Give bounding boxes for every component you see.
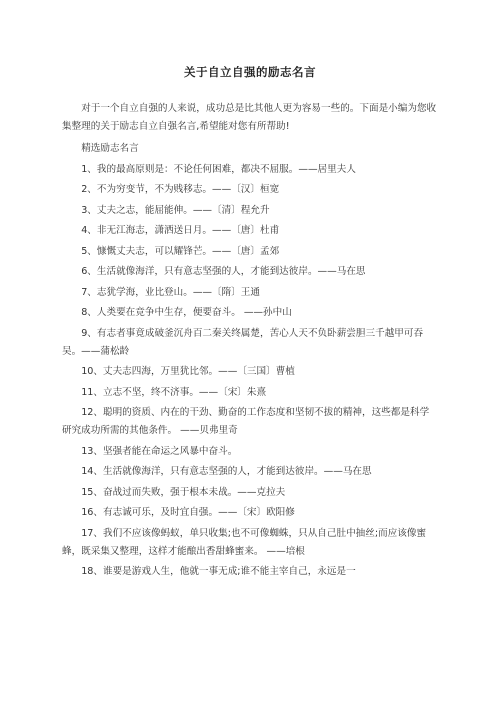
section-title: 精选励志名言	[81, 143, 139, 154]
quote-item: 17、我们不应该像蚂蚁，单只收集;也不可像蜘蛛，只从自己肚中抽丝;而应该像蜜蜂，既采集又整理，这样才能酿出香甜蜂蜜来。 ——培根	[62, 527, 427, 557]
quote-item: 7、志犹学海，业比登山。——〔隋〕王通	[81, 286, 260, 298]
quote-item: 10、丈夫志四海，万里犹比邻。——〔三国〕曹植	[81, 366, 295, 377]
page-title: 关于自立自强的励志名言	[184, 65, 316, 79]
quote-item: 15、奋战过而失败，强于根本未战。——克拉夫	[81, 486, 286, 498]
quote-item: 18、谁要是游戏人生，他就一事无成;谁不能主宰自己，永远是一	[81, 566, 356, 577]
quote-item: 16、有志诚可乐，及时宜自强。——〔宋〕欧阳修	[81, 507, 295, 518]
quote-item: 8、人类要在竞争中生存，便要奋斗。 ——孙中山	[81, 307, 292, 318]
quote-item: 1、我的最高原则是：不论任何困难，都决不屈服。——居里夫人	[81, 163, 356, 175]
quote-item: 4、非无江海志，潇洒送日月。——〔唐〕杜甫	[81, 225, 280, 236]
quote-item: 9、有志者事竟成破釜沉舟百二秦关终属楚，苦心人天不负卧薪尝胆三千越甲可吞吴。——蒲松龄	[62, 327, 424, 357]
intro-paragraph: 对于一个自立自强的人来说，成功总是比其他人更为容易一些的。下面是小编为您收集整理的关于励志自立自强名言,希望能对您有所帮助!	[62, 103, 437, 132]
quote-item: 13、坚强者能在命运之风暴中奋斗。	[81, 445, 238, 457]
quote-item: 3、丈夫之志，能屈能伸。——〔清〕程允升	[81, 204, 270, 216]
quote-item: 5、慷慨丈夫志，可以耀锋芒。——〔唐〕孟郊	[81, 245, 280, 257]
quote-item: 12、聪明的资质、内在的干劲、勤奋的工作态度和坚韧不拔的精神，这些都是科学研究成功所需的其他条件。 ——贝弗里奇	[62, 407, 430, 436]
quote-item: 6、生活就像海洋，只有意志坚强的人，才能到达彼岸。——马在思	[81, 266, 366, 277]
quote-item: 11、立志不坚，终不济事。——〔宋〕朱熹	[81, 386, 267, 398]
quote-item: 2、不为穷变节，不为贱移志。——〔汉〕桓宽	[81, 184, 280, 195]
quote-item: 14、生活就像海洋，只有意志坚强的人，才能到达彼岸。——马在思	[81, 466, 372, 477]
